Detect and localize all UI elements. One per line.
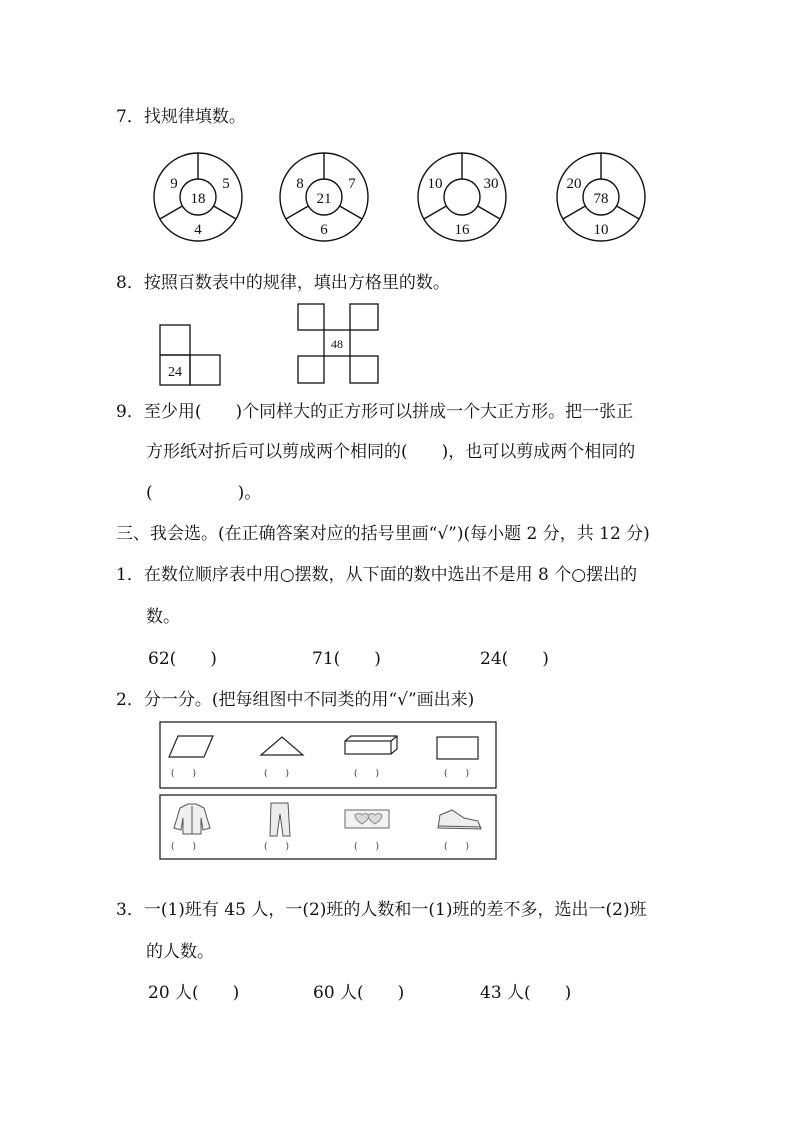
s3-q3-option-2[interactable]: 60 人( ) <box>313 983 405 1003</box>
s3-q3-line-1: 3．一(1)班有 45 人，一(2)班的人数和一(1)班的差不多，选出一(2)班 <box>116 900 647 920</box>
s3-q3-option-3[interactable]: 43 人( ) <box>480 983 572 1003</box>
trousers-icon <box>270 803 290 836</box>
triangle-icon <box>261 737 303 755</box>
wheel-2-right: 7 <box>348 176 356 192</box>
socks-package-icon <box>345 810 389 828</box>
shape-paren-4[interactable]: ( ) <box>444 769 470 779</box>
q9-line-3: ( )。 <box>146 483 262 503</box>
q9-line-1: 9．至少用( )个同样大的正方形可以拼成一个大正方形。把一张正 <box>116 402 634 422</box>
wheel-2-bottom: 6 <box>320 222 328 238</box>
s3-q1-option-3[interactable]: 24( ) <box>480 649 549 669</box>
s3-q3-option-1[interactable]: 20 人( ) <box>148 983 240 1003</box>
q8-label: 8．按照百数表中的规律，填出方格里的数。 <box>116 273 450 293</box>
shape-paren-3[interactable]: ( ) <box>354 769 380 779</box>
wheel-1 <box>154 153 242 241</box>
q9-line-2: 方形纸对折后可以剪成两个相同的( )，也可以剪成两个相同的 <box>146 442 636 462</box>
wheel-4-bottom: 10 <box>593 222 609 238</box>
s3-q2-label: 2．分一分。(把每组图中不同类的用“√”画出来) <box>116 690 475 710</box>
shape-paren-1[interactable]: ( ) <box>171 769 197 779</box>
wheel-1-right: 5 <box>222 176 230 192</box>
wheel-3-bottom: 16 <box>454 222 470 238</box>
q8-grid-2-value: 48 <box>331 337 343 351</box>
clothing-paren-2[interactable]: ( ) <box>264 842 290 852</box>
rectangle-icon <box>437 737 478 759</box>
clothing-paren-3[interactable]: ( ) <box>354 842 380 852</box>
wheel-3-right: 30 <box>483 176 499 192</box>
clothing-paren-1[interactable]: ( ) <box>171 842 197 852</box>
wheel-1-left: 9 <box>170 176 178 192</box>
s3-q3-line-2: 的人数。 <box>146 942 214 962</box>
s3-q1-option-1[interactable]: 62( ) <box>148 649 217 669</box>
shape-paren-2[interactable]: ( ) <box>264 769 290 779</box>
s3-q1-option-2[interactable]: 71( ) <box>312 649 381 669</box>
wheel-3-left: 10 <box>427 176 443 192</box>
wheel-4-left: 20 <box>566 176 582 192</box>
section-3-title: 三、我会选。(在正确答案对应的括号里画“√”)(每小题 2 分，共 12 分) <box>116 524 650 544</box>
wheel-4 <box>557 153 645 241</box>
q7-label: 7．找规律填数。 <box>116 107 246 127</box>
parallelogram-icon <box>169 736 213 757</box>
wheel-2 <box>280 153 368 241</box>
cuboid-icon <box>345 736 397 754</box>
wheel-3 <box>418 153 506 241</box>
wheel-2-left: 8 <box>296 176 304 192</box>
jacket-icon <box>174 804 210 834</box>
q8-grid-1-value: 24 <box>168 365 182 380</box>
wheel-4-center: 78 <box>593 191 609 207</box>
sneaker-icon <box>438 810 481 829</box>
s3-q1-line-1: 1．在数位顺序表中用○摆数，从下面的数中选出不是用 8 个○摆出的 <box>116 565 638 585</box>
clothing-paren-4[interactable]: ( ) <box>444 842 470 852</box>
wheel-1-center: 18 <box>190 191 206 207</box>
s3-q1-line-2: 数。 <box>146 607 180 627</box>
wheel-2-center: 21 <box>316 191 332 207</box>
wheel-1-bottom: 4 <box>194 222 202 238</box>
